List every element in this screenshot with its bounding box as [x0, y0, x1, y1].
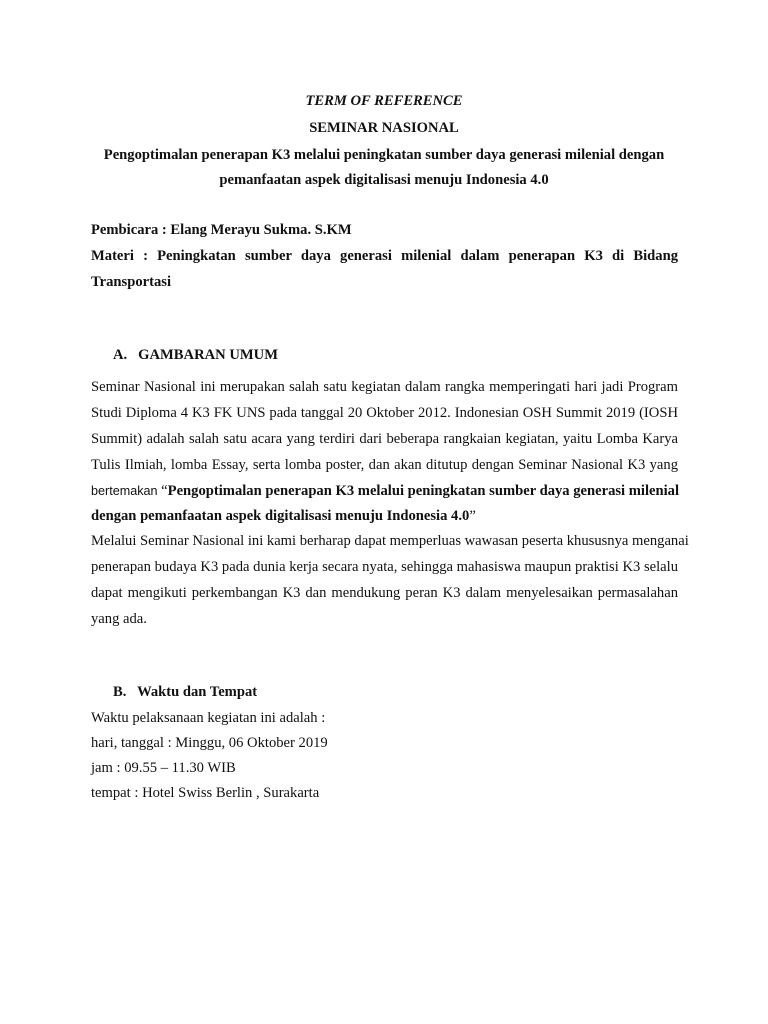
- materi-line-2: Transportasi: [91, 274, 172, 290]
- schedule-place: tempat : Hotel Swiss Berlin , Surakarta: [91, 785, 320, 801]
- section-a-p1-line-6: [91, 507, 476, 525]
- section-a-p1-line-3: Summit) adalah salah satu acara yang terdiri dari beberapa rangkaian kegiatan, yaitu Lomba Karya: [91, 431, 678, 447]
- theme-prefix: bertemakan: [91, 484, 158, 498]
- section-a-p1-line-2: Studi Diploma 4 K3 FK UNS pada tanggal 20 Oktober 2012. Indonesian OSH Summit 2019 (IOSH: [91, 405, 678, 421]
- section-a-p1-line-1: Seminar Nasional ini merupakan salah satu kegiatan dalam rangka memperingati hari jadi Program: [91, 379, 678, 395]
- section-a-p2-line-2: penerapan budaya K3 pada dunia kerja secara nyata, sehingga mahasiswa maupun praktisi K3 selalu: [91, 559, 678, 575]
- section-a-p1-line-5: [91, 482, 679, 500]
- section-a-p2-line-1: Melalui Seminar Nasional ini kami berharap dapat memperluas wawasan peserta khususnya menganai: [91, 533, 689, 549]
- schedule-intro: Waktu pelaksanaan kegiatan ini adalah :: [91, 710, 326, 726]
- theme-line-2: pemanfaatan aspek digitalisasi menuju Indonesia 4.0: [219, 172, 549, 188]
- materi-line-1: Materi : Peningkatan sumber daya generasi milenial dalam penerapan K3 di Bidang: [91, 248, 678, 264]
- quote-close: ”: [469, 508, 476, 524]
- quote-open: “: [157, 483, 168, 499]
- theme-bold-part-1: Pengoptimalan penerapan K3 melalui peningkatan sumber daya generasi milenial: [167, 483, 680, 499]
- schedule-date: hari, tanggal : Minggu, 06 Oktober 2019: [91, 735, 328, 751]
- section-b-heading: B. Waktu dan Tempat: [113, 684, 258, 700]
- section-a-p2-line-4: yang ada.: [91, 611, 147, 627]
- section-a-p1-line-4: Tulis Ilmiah, lomba Essay, serta lomba poster, dan akan ditutup dengan Seminar Nasional K3 yang: [91, 457, 678, 473]
- doc-type-title: TERM OF REFERENCE: [305, 93, 463, 109]
- theme-line-1: Pengoptimalan penerapan K3 melalui peningkatan sumber daya generasi milenial dengan: [103, 147, 665, 163]
- schedule-time: jam : 09.55 – 11.30 WIB: [91, 760, 236, 776]
- section-a-heading: A. GAMBARAN UMUM: [113, 347, 278, 363]
- event-title: SEMINAR NASIONAL: [309, 120, 459, 136]
- theme-bold-part-2: dengan pemanfaatan aspek digitalisasi menuju Indonesia 4.0: [91, 508, 470, 524]
- speaker-line: Pembicara : Elang Merayu Sukma. S.KM: [91, 222, 352, 238]
- section-a-p2-line-3: dapat mengikuti perkembangan K3 dan mendukung peran K3 dalam menyelesaikan permasalahan: [91, 585, 678, 601]
